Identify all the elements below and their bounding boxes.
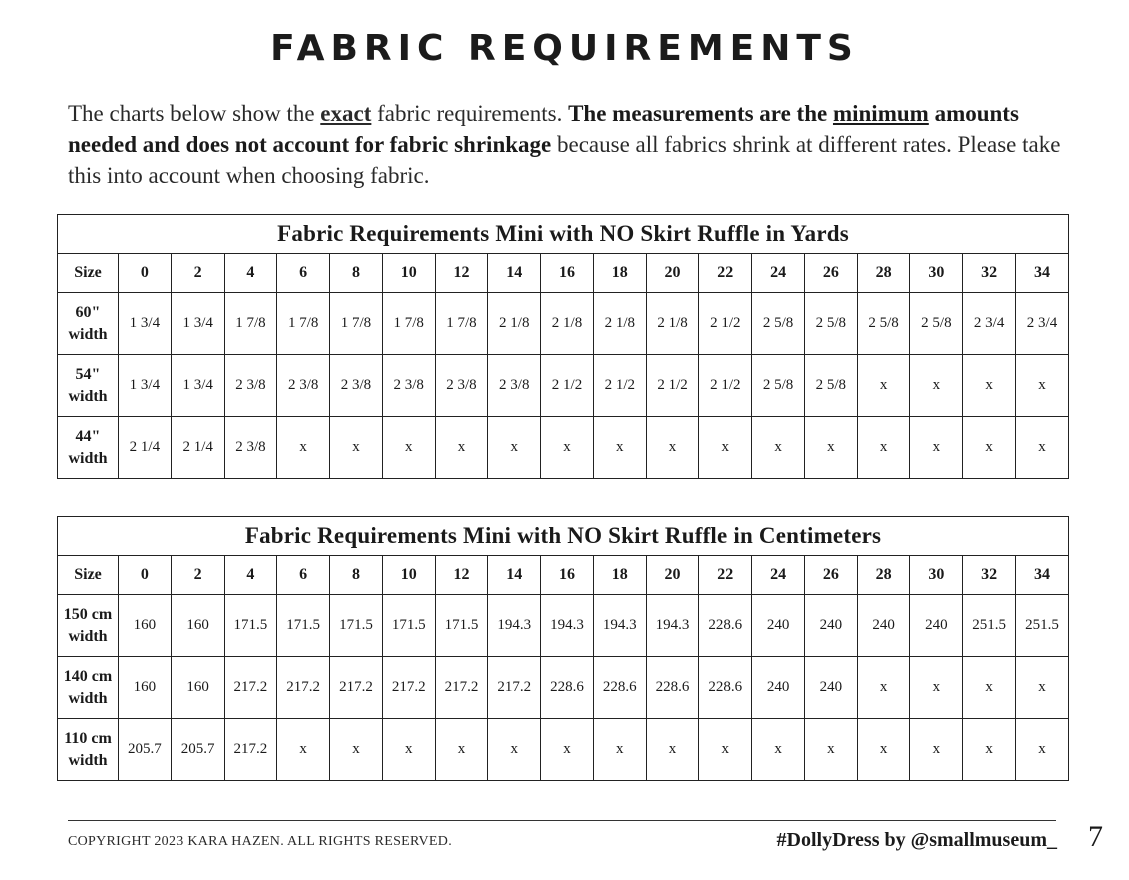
table-row (58, 657, 1069, 719)
table-cell: 2 1/2 (541, 355, 594, 417)
size-header: Size (58, 556, 119, 595)
table-cell: x (593, 417, 646, 479)
table-cell: x (752, 719, 805, 781)
table-cell: 2 1/4 (119, 417, 172, 479)
table-cell: x (910, 417, 963, 479)
table-cell: 228.6 (541, 657, 594, 719)
table-cell: x (330, 719, 383, 781)
table-cell: 217.2 (435, 657, 488, 719)
table-cell: x (1016, 657, 1069, 719)
table-cell: 205.7 (171, 719, 224, 781)
table-cell: x (541, 719, 594, 781)
table-cell: 194.3 (541, 595, 594, 657)
table-cell: x (488, 417, 541, 479)
table-cell: 217.2 (382, 657, 435, 719)
table-cell: 2 1/8 (541, 293, 594, 355)
table-cell: x (699, 417, 752, 479)
table-cell: x (857, 657, 910, 719)
table-cell: 1 7/8 (224, 293, 277, 355)
table-cell: x (752, 417, 805, 479)
table-cell: 2 3/4 (963, 293, 1016, 355)
table-cell: x (857, 417, 910, 479)
size-column-header: 8 (330, 556, 383, 595)
table-cell: 1 7/8 (435, 293, 488, 355)
table-cell: 217.2 (330, 657, 383, 719)
size-column-header: 28 (857, 556, 910, 595)
footer-divider (68, 820, 1056, 821)
table-cell: 240 (752, 595, 805, 657)
table-cell: x (382, 417, 435, 479)
table-cell: x (330, 417, 383, 479)
width-label-word: width (68, 387, 108, 405)
table-cell: x (857, 719, 910, 781)
table-cell: x (593, 719, 646, 781)
table-cell: x (910, 719, 963, 781)
width-label-measure: 54" (75, 365, 101, 383)
intro-text-2: fabric requirements. (371, 101, 569, 126)
size-column-header: 2 (171, 556, 224, 595)
size-column-header: 8 (330, 254, 383, 293)
table-cell: 217.2 (488, 657, 541, 719)
size-column-header: 12 (435, 556, 488, 595)
size-column-header: 6 (277, 254, 330, 293)
table-cell: x (963, 355, 1016, 417)
hashtag-credit: #DollyDress by @smallmuseum_ (776, 829, 1057, 851)
table-cell: 171.5 (277, 595, 330, 657)
yards-table (57, 214, 1069, 479)
size-column-header: 26 (804, 556, 857, 595)
intro-paragraph (68, 98, 1068, 191)
table-cell: 240 (910, 595, 963, 657)
size-column-header: 14 (488, 254, 541, 293)
table-cell: x (910, 355, 963, 417)
size-column-header: 32 (963, 556, 1016, 595)
size-column-header: 18 (593, 254, 646, 293)
size-column-header: 2 (171, 254, 224, 293)
table-cell: 160 (119, 595, 172, 657)
width-label-measure: 44" (75, 427, 101, 445)
width-label (58, 293, 119, 355)
table-cell: 217.2 (277, 657, 330, 719)
table-cell: 194.3 (646, 595, 699, 657)
table-cell: x (541, 417, 594, 479)
width-label-word: width (68, 751, 108, 769)
table-cell: 2 1/4 (171, 417, 224, 479)
table-cell: 228.6 (699, 595, 752, 657)
intro-minimum: minimum (832, 101, 929, 126)
table-cell: 2 3/8 (224, 417, 277, 479)
table-cell: x (382, 719, 435, 781)
size-column-header: 26 (804, 254, 857, 293)
table-cell: x (488, 719, 541, 781)
table-cell: 2 5/8 (752, 355, 805, 417)
size-column-header: 0 (119, 556, 172, 595)
size-column-header: 24 (752, 556, 805, 595)
table-cell: 1 3/4 (171, 355, 224, 417)
table-cell: 2 1/2 (699, 355, 752, 417)
width-label-measure: 150 cm (63, 605, 113, 623)
size-column-header: 16 (541, 556, 594, 595)
page-title: FABRIC REQUIREMENTS (270, 28, 859, 69)
size-column-header: 22 (699, 556, 752, 595)
table-cell: 2 3/8 (488, 355, 541, 417)
table-cell: 160 (119, 657, 172, 719)
table-cell: 194.3 (593, 595, 646, 657)
table-cell: x (646, 417, 699, 479)
table-cell: 160 (171, 657, 224, 719)
table-cell: 2 1/8 (593, 293, 646, 355)
table-cell: 228.6 (593, 657, 646, 719)
table-cell: x (277, 719, 330, 781)
table-cell: 1 7/8 (277, 293, 330, 355)
width-label (58, 657, 119, 719)
copyright-notice: COPYRIGHT 2023 KARA HAZEN. ALL RIGHTS RESERVED. (68, 834, 452, 849)
table-cell: 2 3/8 (224, 355, 277, 417)
page-number: 7 (1088, 820, 1103, 853)
intro-bold-2: amounts needed and does not account for fabric shrinkage (68, 101, 1019, 157)
table-cell: 2 3/8 (330, 355, 383, 417)
table-cell: 240 (804, 595, 857, 657)
size-header: Size (58, 254, 119, 293)
intro-bold-1: The measurements are the (568, 101, 833, 126)
table-cell: 2 1/2 (699, 293, 752, 355)
table-row (58, 417, 1069, 479)
size-column-header: 32 (963, 254, 1016, 293)
table-cell: x (963, 657, 1016, 719)
size-column-header: 34 (1016, 254, 1069, 293)
size-column-header: 14 (488, 556, 541, 595)
width-label-measure: 140 cm (63, 667, 113, 685)
table-cell: 2 5/8 (910, 293, 963, 355)
intro-text-1: The charts below show the (68, 101, 321, 126)
table-row (58, 293, 1069, 355)
size-column-header: 10 (382, 556, 435, 595)
size-column-header: 20 (646, 556, 699, 595)
width-label-word: width (68, 449, 108, 467)
size-column-header: 12 (435, 254, 488, 293)
table-cell: x (804, 719, 857, 781)
table-cell: x (804, 417, 857, 479)
size-column-header: 4 (224, 254, 277, 293)
table-cell: x (435, 417, 488, 479)
width-label-measure: 110 cm (64, 729, 112, 747)
width-label (58, 595, 119, 657)
table-cell: 251.5 (963, 595, 1016, 657)
size-column-header: 24 (752, 254, 805, 293)
table-cell: 171.5 (224, 595, 277, 657)
size-column-header: 28 (857, 254, 910, 293)
table-cell: 240 (857, 595, 910, 657)
table-cell: 160 (171, 595, 224, 657)
size-column-header: 10 (382, 254, 435, 293)
table-cell: 2 3/8 (435, 355, 488, 417)
table-cell: 2 3/8 (382, 355, 435, 417)
width-label (58, 417, 119, 479)
table-cell: 171.5 (435, 595, 488, 657)
width-label-word: width (68, 325, 108, 343)
table-cell: 1 3/4 (119, 355, 172, 417)
table-cell: 217.2 (224, 719, 277, 781)
table-row (58, 355, 1069, 417)
size-column-header: 22 (699, 254, 752, 293)
table-cell: x (277, 417, 330, 479)
intro-exact: exact (320, 101, 372, 126)
size-column-header: 6 (277, 556, 330, 595)
table-cell: 171.5 (330, 595, 383, 657)
table-cell: 2 3/4 (1016, 293, 1069, 355)
table-cell: 171.5 (382, 595, 435, 657)
table-cell: 2 1/2 (646, 355, 699, 417)
table-cell: 2 5/8 (752, 293, 805, 355)
table-cell: 240 (804, 657, 857, 719)
size-column-header: 30 (910, 556, 963, 595)
table-cell: 1 3/4 (171, 293, 224, 355)
width-label (58, 355, 119, 417)
table-cell: x (1016, 417, 1069, 479)
table-cell: 2 3/8 (277, 355, 330, 417)
table-cell: 251.5 (1016, 595, 1069, 657)
table-cell: x (646, 719, 699, 781)
table-cell: 2 1/2 (593, 355, 646, 417)
table-cell: 2 5/8 (857, 293, 910, 355)
table-cell: 217.2 (224, 657, 277, 719)
table-cell: 240 (752, 657, 805, 719)
size-column-header: 4 (224, 556, 277, 595)
table-row (58, 719, 1069, 781)
table-cell: x (963, 719, 1016, 781)
table-cell: 1 7/8 (330, 293, 383, 355)
table-cell: x (1016, 719, 1069, 781)
intro-text-3: because all fabrics shrink at different rates. Please take this into account when choosing fabric. (68, 132, 1061, 188)
table-cell: 228.6 (646, 657, 699, 719)
size-column-header: 18 (593, 556, 646, 595)
width-label (58, 719, 119, 781)
width-label-measure: 60" (75, 303, 101, 321)
width-label-word: width (68, 627, 108, 645)
table-cell: 2 5/8 (804, 293, 857, 355)
table-cell: 205.7 (119, 719, 172, 781)
size-column-header: 30 (910, 254, 963, 293)
table-cell: x (963, 417, 1016, 479)
table-cell: 228.6 (699, 657, 752, 719)
table-cell: x (699, 719, 752, 781)
table-row (58, 595, 1069, 657)
yards-table-caption: Fabric Requirements Mini with NO Skirt Ruffle in Yards (58, 215, 1069, 254)
table-cell: x (435, 719, 488, 781)
table-cell: x (910, 657, 963, 719)
table-cell: x (857, 355, 910, 417)
table-cell: x (1016, 355, 1069, 417)
size-column-header: 34 (1016, 556, 1069, 595)
table-cell: 1 3/4 (119, 293, 172, 355)
size-column-header: 0 (119, 254, 172, 293)
centimeters-table (57, 516, 1069, 781)
size-column-header: 16 (541, 254, 594, 293)
table-cell: 2 1/8 (488, 293, 541, 355)
table-cell: 2 1/8 (646, 293, 699, 355)
table-cell: 2 5/8 (804, 355, 857, 417)
centimeters-table-caption: Fabric Requirements Mini with NO Skirt Ruffle in Centimeters (58, 517, 1069, 556)
size-column-header: 20 (646, 254, 699, 293)
table-cell: 194.3 (488, 595, 541, 657)
width-label-word: width (68, 689, 108, 707)
table-cell: 1 7/8 (382, 293, 435, 355)
